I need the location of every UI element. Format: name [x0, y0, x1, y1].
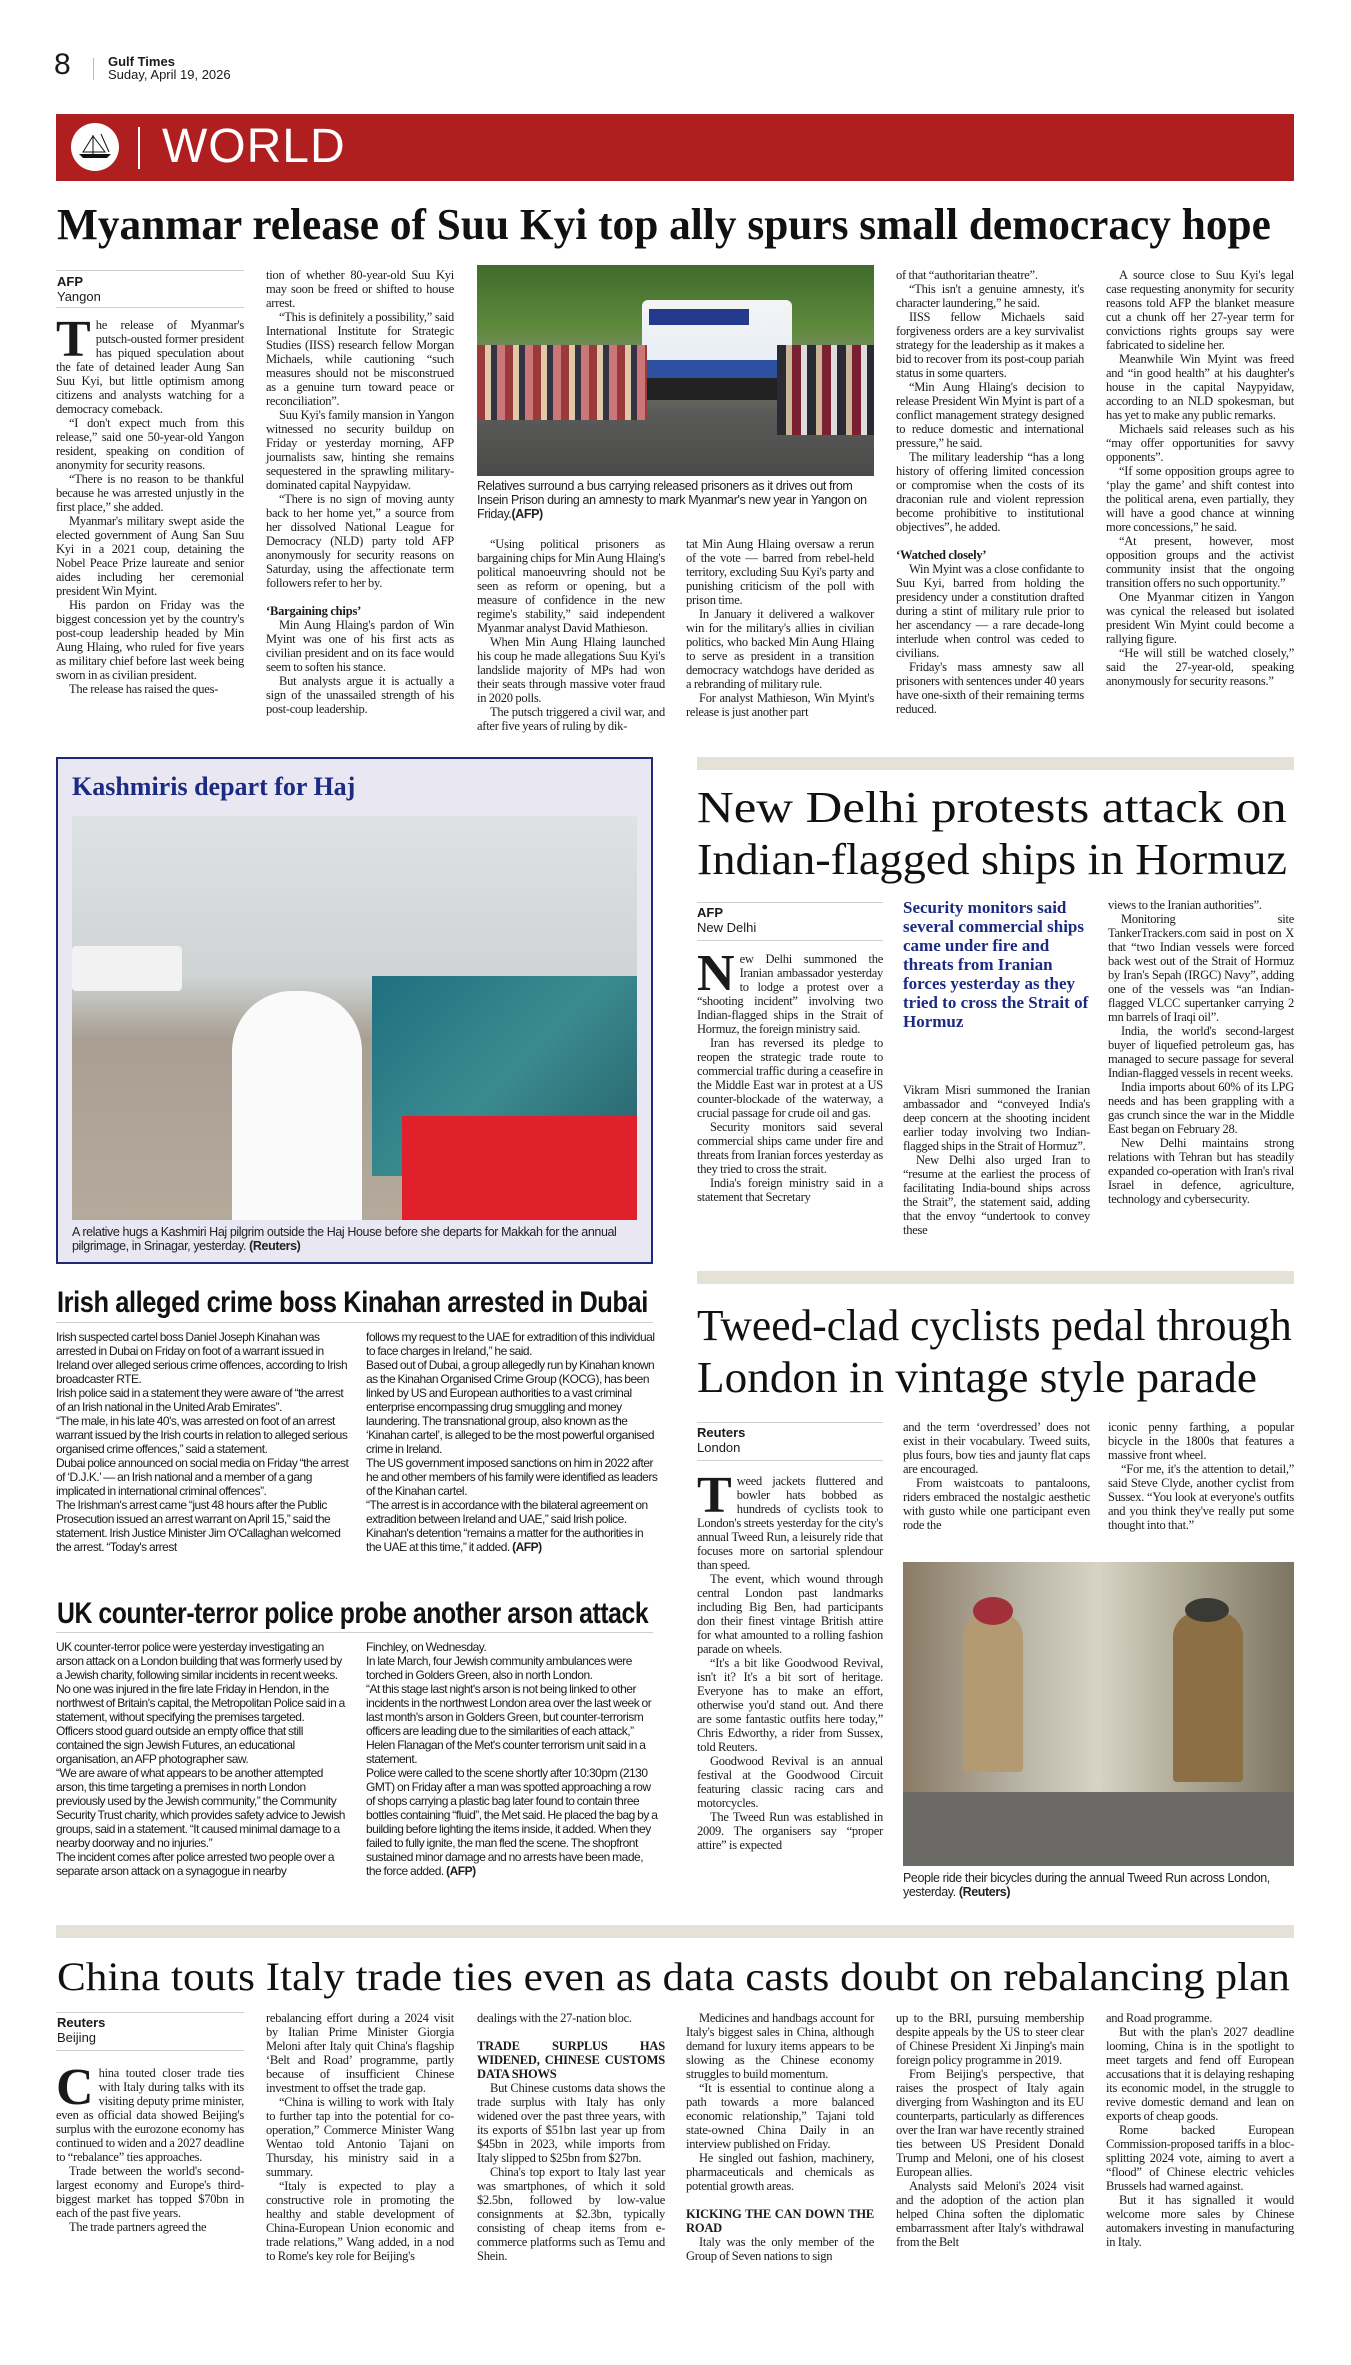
paragraph — [366, 1682, 660, 1766]
caption-text: Relatives surround a bus carrying released prisoners as it drives out from Insein Prison during an amnesty to mark Myanmar's new year in Yangon on Friday. — [477, 479, 867, 521]
photo-credit: (Reuters) — [249, 1239, 301, 1253]
byline — [57, 274, 101, 304]
paragraph — [896, 380, 1084, 450]
section-title: WORLD — [162, 120, 346, 173]
paragraph-text: “We are aware of what appears to be another attempted arson, this time targeting a premises in north London previously used by the Jewish community,” the Community Security Trust charity, which provides safety advice to Jewish groups, said in a statement. “It caused minimal damage to a nearby doorway and no injuries.” — [56, 1766, 345, 1850]
page-number: 8 — [54, 48, 71, 81]
paragraph-text: Friday's mass amnesty saw all prisoners with sentences under 40 years have one-sixth of their remaining terms reduced. — [896, 660, 1084, 716]
paragraph-text: Medicines and handbags account for Italy's biggest sales in China, although demand for luxury items appears to be slowing as the Chinese economy struggles to build momentum. — [686, 2011, 874, 2081]
photo-credit: (AFP) — [511, 507, 543, 521]
paragraph-text: Iran has reversed its pledge to reopen the strategic trade route to commercial traffic during a ceasefire in the Middle East war in protest at a US counter-blockade of the waterway, a crucial passage for crude oil and gas. — [697, 1036, 883, 1120]
paragraph-text: The trade partners agreed the — [69, 2220, 207, 2234]
drop-cap: N — [697, 945, 735, 1002]
paragraph-text: Monitoring site TankerTrackers.com said in post on X that “two Indian vessels were forced back west out of the Strait of Hormuz by Iran's Sepah (IRGC) Navy”, adding one of the vessels was “an Indian-flagged VLCC supertanker carrying 2 mn barrels of Iraqi oil”. — [1108, 912, 1294, 1024]
paragraph — [56, 1766, 350, 1850]
paragraph — [1108, 1024, 1294, 1080]
article-column — [366, 1640, 660, 1878]
article-credit: (AFP) — [512, 1540, 542, 1554]
paragraph-text: India's foreign ministry said in a statement that Secretary — [697, 1176, 883, 1204]
paragraph — [896, 2179, 1084, 2249]
paragraph — [903, 1420, 1090, 1476]
paragraph — [1106, 464, 1294, 534]
headline: Irish alleged crime boss Kinahan arrested in Dubai — [57, 1286, 648, 1319]
paragraph — [1106, 2011, 1294, 2025]
paragraph — [56, 1414, 350, 1456]
paragraph — [366, 1766, 660, 1878]
dhow-logo-icon — [71, 123, 119, 171]
headline-line: New Delhi protests attack on — [697, 783, 1287, 832]
paragraph — [477, 2011, 665, 2025]
paragraph-text: The incident comes after police arrested two people over a separate arson attack on a synagogue in nearby — [56, 1850, 335, 1878]
paragraph — [686, 2235, 874, 2263]
paragraph — [56, 1386, 350, 1414]
paragraph-text: Dubai police announced on social media on Friday “the arrest of ‘D.J.K.’ — an Irish national and a member of a gang implicated in international criminal offences”. — [56, 1456, 349, 1498]
caption-text: People ride their bicycles during the annual Tweed Run across London, yesterday. — [903, 1871, 1270, 1899]
paragraph — [56, 2220, 244, 2234]
paragraph — [1106, 646, 1294, 688]
byline-location: London — [697, 1440, 741, 1455]
article-column — [477, 537, 665, 733]
paragraph — [896, 268, 1084, 282]
paragraph — [1106, 2123, 1294, 2193]
paragraph-text: In January it delivered a walkover win for the military's allies in civilian politics, who backed Min Aung Hlaing to serve as president in a transition democracy watchdogs have derided as a rebranding of military rule. — [686, 607, 874, 691]
paragraph-text: China's top export to Italy last year was smartphones, of which it sold $2.5bn, followed by low-value consignments at $2.3bn, typically consisting of cheap items from e-commerce platforms such as Temu and Shein. — [477, 2165, 665, 2263]
paragraph — [686, 2011, 874, 2081]
paragraph — [686, 537, 874, 607]
paragraph-text: He singled out fashion, machinery, pharmaceuticals and chemicals as potential growth areas. — [686, 2151, 874, 2193]
paragraph — [1108, 1080, 1294, 1136]
article-credit: (AFP) — [446, 1864, 476, 1878]
paragraph — [1108, 912, 1294, 1024]
paragraph-text: Officers stood guard outside an empty office that still contained the sign Jewish Futures, an educational organisation, an AFP photographer saw. — [56, 1724, 303, 1766]
paragraph-text: The Tweed Run was established in 2009. The organisers say “proper attire” is expected — [697, 1810, 883, 1852]
paragraph-text: views to the Iranian authorities”. — [1108, 898, 1262, 912]
paragraph-text: dealings with the 27-nation bloc. — [477, 2011, 632, 2025]
paragraph — [366, 1654, 660, 1682]
paragraph — [1106, 534, 1294, 590]
article-column — [56, 311, 244, 696]
paragraph-text: Irish police said in a statement they were aware of “the arrest of an Irish national in the United Arab Emirates”. — [56, 1386, 344, 1414]
paragraph — [477, 2165, 665, 2263]
byline — [57, 2015, 105, 2045]
paragraph — [56, 1640, 350, 1682]
paragraph-text: Based out of Dubai, a group allegedly run by Kinahan known as the Kinahan Organised Crime Group (KOCG), has been linked by US and European authorities to a vast criminal enterprise encompassing drug smuggling and money laundering. The transnational group, also known as the ‘Kinahan cartel’, is alleged to be the most powerful organised crime in Ireland. — [366, 1358, 655, 1456]
paragraph — [1108, 898, 1294, 912]
paragraph-text: UK counter-terror police were yesterday investigating an arson attack on a London building that was formerly used by a Jewish charity, following similar incidents in recent weeks. — [56, 1640, 342, 1682]
issue-date: Suday, April 19, 2026 — [108, 67, 231, 82]
paragraph-text: TRADE SURPLUS HAS WIDENED, CHINESE CUSTOMS DATA SHOWS — [477, 2039, 665, 2081]
paragraph — [477, 2081, 665, 2165]
paragraph — [477, 635, 665, 705]
section-banner — [56, 114, 1294, 181]
article-column — [266, 268, 454, 716]
paragraph-text: From Beijing's perspective, that raises the prospect of Italy again diverging from Washington and its EU counterparts, particularly as differences over the Iran war have recently strained ties between US President Donald Trump and Meloni, one of his closest European allies. — [896, 2067, 1084, 2179]
paragraph-text: But Chinese customs data shows the trade surplus with Italy has only widened over the past three years, with its exports of $51bn last year up from $45bn in 2023, while imports from Italy slipped to $25bn from $27bn. — [477, 2081, 665, 2165]
paragraph-text: “If some opposition groups agree to ‘play the game’ and shift contest into the political arena, even partially, they will have a good chance at winning more concessions,” he said. — [1106, 464, 1294, 534]
paragraph-text: of that “authoritarian theatre”. — [896, 268, 1038, 282]
paragraph — [477, 537, 665, 635]
paragraph — [366, 1526, 660, 1554]
paragraph — [1108, 1462, 1294, 1532]
paragraph-text: weed jackets fluttered and bowler hats bobbed as hundreds of cyclists took to London's streets yesterday for the city's annual Tweed Run, a leisurely ride that focuses more on sartorial splendour than speed. — [697, 1474, 883, 1572]
paragraph — [266, 674, 454, 716]
paragraph — [1106, 2193, 1294, 2249]
paragraph — [266, 2095, 454, 2179]
paragraph-text: The release has raised the ques- — [69, 682, 219, 696]
paragraph-text: “He will still be watched closely,” said the 27-year-old, speaking anonymously for security reasons.” — [1106, 646, 1294, 688]
tweed-article — [697, 1300, 1299, 1404]
paragraph — [366, 1330, 660, 1358]
paragraph-text: The putsch triggered a civil war, and after five years of ruling by dik- — [477, 705, 665, 733]
paragraph — [56, 472, 244, 514]
paragraph — [1106, 422, 1294, 464]
paragraph — [56, 1456, 350, 1498]
paragraph-text: The Irishman's arrest came “just 48 hours after the Public Prosecution issued an arrest warrant on April 15,” said the statement. Irish Justice Minister Jim O'Callaghan welcomed the arrest. “Today's arrest — [56, 1498, 341, 1554]
delhi-article — [697, 782, 1287, 886]
paragraph-text: For analyst Mathieson, Win Myint's release is just another part — [686, 691, 874, 719]
paragraph-text: Min Aung Hlaing's pardon of Win Myint was one of his first acts as civilian president and on its face would seem to soften his stance. — [266, 618, 454, 674]
paragraph — [903, 1083, 1090, 1153]
paragraph-text: In late March, four Jewish community ambulances were torched in Golders Green, also in north London. — [366, 1654, 632, 1682]
paragraph-text: iconic penny farthing, a popular bicycle in the 1800s that features a massive front wheel. — [1108, 1420, 1294, 1462]
byline-source: Reuters — [697, 1425, 746, 1440]
paragraph-text: “It's a bit like Goodwood Revival, isn't it? It's a bit sort of heritage. Everyone has to make an effort, otherwise you'd stand out. And there are some fantastic outfits here today,” Chris Edworthy, a rider from Sussex, told Reuters. — [697, 1656, 883, 1754]
paragraph-text: New Delhi also urged Iran to “resume at the earliest the process of facilitating India-bound ships across the Strait”, the statement said, adding that the envoy “undertook to convey these — [903, 1153, 1090, 1237]
headline: Myanmar release of Suu Kyi top ally spurs small democracy hope — [57, 200, 1271, 249]
headline-line: Indian-flagged ships in Hormuz — [697, 835, 1287, 884]
byline-source: AFP — [57, 274, 83, 289]
paragraph — [896, 450, 1084, 534]
paragraph-text: His pardon on Friday was the biggest concession yet by the country's post-coup leadership headed by Min Aung Hlaing, who ruled for five years as military chief before last week being sworn in as civilian president. — [56, 598, 244, 682]
paragraph — [56, 1682, 350, 1724]
byline — [697, 905, 756, 935]
paragraph-text: No one was injured in the fire late Friday in Hendon, in the northwest of Britain's capital, the Metropolitan Police said in a statement, without specifying the premises targeted. — [56, 1682, 345, 1724]
paragraph-text: But analysts argue it is actually a sign of the unassailed strength of his post-coup leadership. — [266, 674, 454, 716]
box-title: Kashmiris depart for Haj — [72, 772, 356, 801]
article-column — [1106, 2011, 1294, 2249]
article-column — [686, 537, 874, 719]
paragraph — [697, 1810, 883, 1852]
paragraph-text: But it has signalled it would welcome more sales by Chinese automakers investing in manufacturing in Italy. — [1106, 2193, 1294, 2249]
paragraph-text: Goodwood Revival is an annual festival at the Goodwood Circuit featuring classic racing cars and motorcycles. — [697, 1754, 883, 1810]
paragraph-text: “Using political prisoners as bargaining chips for Min Aung Hlaing's political manoeuvring should not be seen as reform or opening, but a measure of confidence in the new regime's stability,” said independent Myanmar analyst David Mathieson. — [477, 537, 665, 635]
caption-text: A relative hugs a Kashmiri Haj pilgrim outside the Haj House before she departs for Makkah for the annual pilgrimage, in Srinagar, yesterday. — [72, 1225, 617, 1253]
drop-cap: T — [697, 1467, 732, 1524]
paragraph — [1106, 2025, 1294, 2123]
paragraph-text: “The male, in his late 40's, was arrested on foot of an arrest warrant issued by the Irish courts in relation to alleged serious organised crime offences,” said a statement. — [56, 1414, 348, 1456]
paragraph — [266, 2011, 454, 2095]
paragraph — [896, 2011, 1084, 2067]
subheading — [266, 604, 454, 618]
article-column — [1108, 1420, 1294, 1532]
paragraph — [477, 705, 665, 733]
article-column — [896, 2011, 1084, 2249]
paragraph — [896, 282, 1084, 310]
paragraph-text: “At this stage last night's arson is not being linked to other incidents in the northwest London area over the last week or last month's arson in Golders Green, but counter-terrorism officers are leading due to the similarities of each attack,” Helen Flanagan of the Met's counter terrorism unit said in a statement. — [366, 1682, 652, 1766]
paragraph-text: “This is definitely a possibility,” said International Institute for Strategic Studies (IISS) research fellow Morgan Michaels, while cautioning “such measures should not be misconstrued as a genuine turn toward peace or reconciliation”. — [266, 310, 454, 408]
paragraph — [896, 562, 1084, 660]
paragraph — [266, 492, 454, 590]
headline-line: London in vintage style parade — [697, 1353, 1257, 1402]
paragraph-text: ‘Bargaining chips’ — [266, 604, 362, 618]
byline-location: Yangon — [57, 289, 101, 304]
paragraph — [686, 2081, 874, 2151]
paragraph — [56, 311, 244, 416]
paragraph — [56, 416, 244, 472]
paragraph-text: India imports about 60% of its LPG needs and has been grappling with a gas crunch since the war in the Middle East began on February 28. — [1108, 1080, 1294, 1136]
paragraph-text: “I don't expect much from this release,” said one 50-year-old Yangon resident, speaking on condition of anonymity for security reasons. — [56, 416, 244, 472]
bus-prisoners-photo — [477, 265, 874, 476]
paragraph — [1108, 1420, 1294, 1462]
subheading — [686, 2207, 874, 2235]
uk-article — [57, 1596, 773, 1632]
paragraph-text: Win Myint was a close confidante to Suu Kyi, barred from holding the presidency under a constitution drafted during a stint of military rule prior to her ascendancy — a rare decade-long interlude when control was ceded to civilians. — [896, 562, 1084, 660]
paragraph — [56, 2059, 244, 2164]
paragraph-text: and the term ‘overdressed’ does not exist in their vocabulary. Tweed suits, plus fours, bow ties and jaunty flat caps are encouraged. — [903, 1420, 1090, 1476]
paragraph-text: Vikram Misri summoned the Iranian ambassador and “conveyed India's deep concern at the shooting incident earlier today involving two Indian-flagged ships in the Strait of Hormuz”. — [903, 1083, 1090, 1153]
paragraph-text: Irish suspected cartel boss Daniel Joseph Kinahan was arrested in Dubai on Friday on foot of a warrant issued in Ireland over alleged serious crime offences, according to Irish broadcaster RTE. — [56, 1330, 348, 1386]
paragraph — [697, 945, 883, 1036]
paragraph-text: Analysts said Meloni's 2024 visit and the adoption of the action plan helped China soften the diplomatic embarrassment after Italy's withdrawal from the Belt — [896, 2179, 1084, 2249]
paragraph-text: “There is no reason to be thankful because he was arrested unjustly in the first place,” she added. — [56, 472, 244, 514]
photo-credit: (Reuters) — [958, 1885, 1011, 1899]
paragraph-text: and Road programme. — [1106, 2011, 1213, 2025]
paragraph-text: The military leadership “has a long history of offering limited concession or compromise when the costs of its draconian rule and violent repression become prohibitive to institutional objectives”, he added. — [896, 450, 1084, 534]
paragraph-text: Myanmar's military swept aside the elected government of Aung San Suu Kyi in a 2021 coup, detaining the Nobel Peace Prize laureate and senior aides including her ceremonial president Win Myint. — [56, 514, 244, 598]
paragraph — [1106, 352, 1294, 422]
article-column — [56, 1640, 350, 1878]
paragraph — [697, 1176, 883, 1204]
paragraph — [697, 1754, 883, 1810]
paragraph — [56, 1330, 350, 1386]
china-article — [57, 1954, 1290, 2000]
paragraph — [896, 660, 1084, 716]
paragraph — [366, 1640, 660, 1654]
paragraph — [266, 408, 454, 492]
paragraph-text: follows my request to the UAE for extradition of this individual to face charges in Ireland,” he said. — [366, 1330, 655, 1358]
paragraph — [697, 1656, 883, 1754]
paragraph-text: hina touted closer trade ties with Italy during talks with its visiting deputy prime minister, even as official data showed Beijing's surplus with the eurozone economy has continued to widen and a 2027 deadline to “rebalance” ties approaches. — [56, 2066, 244, 2164]
paragraph-text: “For me, it's the attention to detail,” said Steve Clyde, another cyclist from Sussex. “You look at everyone's outfits and you think they've really put some thought into that.” — [1108, 1462, 1294, 1532]
article-column — [903, 1420, 1090, 1532]
paragraph-text: tat Min Aung Hlaing oversaw a rerun of the vote — barred from rebel-held territory, excluding Suu Kyi's party and punishing criticism of the poll with prison time. — [686, 537, 874, 607]
divider — [93, 58, 94, 80]
article-column — [896, 268, 1084, 716]
paragraph — [686, 607, 874, 691]
article-column — [266, 2011, 454, 2263]
paragraph-text: “It is essential to continue along a path towards a more balanced economic relationship,” Tajani told state-owned China Daily in an interview published on Friday. — [686, 2081, 874, 2151]
paragraph — [266, 310, 454, 408]
paragraph — [56, 598, 244, 682]
paragraph-text: “The arrest is in accordance with the bilateral agreement on extradition between Ireland and UAE,” said Irish police. — [366, 1498, 648, 1526]
paragraph-text: Italy was the only member of the Group of Seven nations to sign — [686, 2235, 874, 2263]
myanmar-article — [57, 202, 1290, 248]
paragraph — [366, 1456, 660, 1498]
section-bar — [697, 1271, 1294, 1284]
paragraph — [697, 1467, 883, 1572]
paragraph — [1106, 590, 1294, 646]
irish-article — [57, 1285, 754, 1321]
paragraph-text: KICKING THE CAN DOWN THE ROAD — [686, 2207, 874, 2235]
paragraph — [686, 2151, 874, 2193]
paragraph-text: But with the plan's 2027 deadline looming, China is in the spotlight to meet targets and fend off European accusations that it is delaying reshaping its economic model, in the struggle to revive domestic demand and lean on exports of cheap goods. — [1106, 2025, 1294, 2123]
paragraph — [697, 1036, 883, 1120]
photo-caption — [903, 1871, 1294, 1899]
article-column — [686, 2011, 874, 2263]
photo-caption — [477, 479, 874, 521]
paragraph-text: “China is willing to work with Italy to further tap into the potential for co-operation,” Commerce Minister Wang Wentao told Antonio Tajani on Thursday, his ministry said in a summary. — [266, 2095, 454, 2179]
pull-quote: Security monitors said several commercial ships came under fire and threats from Iranian forces yesterday as they tried to cross the Strait of Hormuz — [903, 898, 1089, 1031]
article-column — [697, 1467, 883, 1852]
paragraph-text: Police were called to the scene shortly after 10:30pm (2130 GMT) on Friday after a man was spotted approaching a row of shops carrying a plastic bag later found to contain three bottles containing “fluid”, the Met said. He placed the bag by a building before lighting the items inside, it added. When they failed to fully ignite, the man fled the scene. The shopfront sustained minor damage and no arrests have been made, the force added. — [366, 1766, 658, 1878]
article-column — [56, 2059, 244, 2234]
paragraph-text: Suu Kyi's family mansion in Yangon witnessed no security buildup on Friday or yesterday morning, AFP journalists saw, hinting she remains sequestered in the sprawling military-dominated capital Naypyidaw. — [266, 408, 454, 492]
paragraph-text: Trade between the world's second-largest economy and Europe's third-biggest market has topped $70bn in each of the past five years. — [56, 2164, 244, 2220]
paragraph — [56, 1498, 350, 1554]
headline: UK counter-terror police probe another arson attack — [57, 1597, 649, 1630]
paragraph-text: New Delhi maintains strong relations with Tehran but has steadily expanded co-operation with Iran's rival Israel in defence, agriculture, technology and cybersecurity. — [1108, 1136, 1294, 1206]
paragraph — [697, 1572, 883, 1656]
byline-source: AFP — [697, 905, 723, 920]
paragraph — [56, 514, 244, 598]
paragraph-text: he release of Myanmar's putsch-ousted former president has piqued speculation about the fate of detained leader Aung San Suu Kyi, but little optimism among citizens and analysts watching for a democracy comeback. — [56, 318, 244, 416]
paragraph-text: From waistcoats to pantaloons, riders embraced the nostalgic aesthetic with gusto while one participant even rode the — [903, 1476, 1090, 1532]
paragraph-text: ew Delhi summoned the Iranian ambassador yesterday to lodge a protest over a “shooting incident” involving two Indian-flagged ships in the Strait of Hormuz, the foreign ministry said. — [697, 952, 883, 1036]
banner-divider — [138, 127, 140, 169]
paragraph-text: One Myanmar citizen in Yangon was cynical the released but isolated president Win Myint could become a rallying figure. — [1106, 590, 1294, 646]
headline: China touts Italy trade ties even as data casts doubt on rebalancing plan — [57, 1954, 1290, 1999]
byline-location: Beijing — [57, 2030, 97, 2045]
article-column — [366, 1330, 660, 1554]
article-column — [56, 1330, 350, 1554]
paragraph — [56, 1724, 350, 1766]
paragraph — [697, 1120, 883, 1176]
paragraph-text: up to the BRI, pursuing membership despite appeals by the US to steer clear of Chinese President Xi Jinping's main foreign policy programme in 2019. — [896, 2011, 1084, 2067]
kashmir-photo-box — [56, 757, 653, 1264]
article-column — [1108, 898, 1294, 1206]
subheading — [896, 548, 1084, 562]
paragraph-text: “Italy is expected to play a constructive role in promoting the healthy and stable development of China-European Union economic and trade relations,” Wang added, in a nod to Rome's key role for Beijing's — [266, 2179, 454, 2263]
paragraph — [896, 310, 1084, 380]
paragraph — [266, 2179, 454, 2263]
article-column — [697, 945, 883, 1204]
paragraph-text: rebalancing effort during a 2024 visit by Italian Prime Minister Giorgia Meloni after Italy quit China's flagship ‘Belt and Road’ programme, partly because of insufficient Chinese investment to offset the trade gap. — [266, 2011, 454, 2095]
photo-caption — [72, 1225, 637, 1253]
paragraph — [366, 1358, 660, 1456]
paragraph-text: ‘Watched closely’ — [896, 548, 987, 562]
paragraph-text: Kinahan's detention “remains a matter for the authorities in the UAE at this time,” it added. — [366, 1526, 644, 1554]
haj-pilgrim-photo — [72, 816, 637, 1220]
paragraph-text: Finchley, on Wednesday. — [366, 1640, 487, 1654]
paragraph — [1106, 268, 1294, 352]
byline-source: Reuters — [57, 2015, 106, 2030]
tweed-run-photo — [903, 1562, 1294, 1866]
byline — [697, 1425, 745, 1455]
paragraph — [266, 618, 454, 674]
paragraph-text: India, the world's second-largest buyer of liquefied petroleum gas, has managed to secure passage for several Indian-flagged vessels in recent weeks. — [1108, 1024, 1294, 1080]
article-column — [1106, 268, 1294, 688]
paper-name: Gulf Times — [108, 54, 175, 69]
paragraph-text: “At present, however, most opposition groups and the activist community insist that the ongoing transition offers no such opportunity.” — [1106, 534, 1294, 590]
paragraph — [896, 2067, 1084, 2179]
paragraph — [903, 1153, 1090, 1237]
paragraph — [366, 1498, 660, 1526]
paragraph — [56, 2164, 244, 2220]
paragraph — [56, 1850, 350, 1878]
paragraph-text: Rome backed European Commission-proposed tariffs in a bloc-splitting 2024 vote, aiming to avert a “flood” of Chinese electric vehicles Brussels had warned against. — [1106, 2123, 1294, 2193]
paragraph-text: Security monitors said several commercial ships came under fire and threats from Iranian forces yesterday as they tried to cross the strait. — [697, 1120, 883, 1176]
section-bar — [56, 1925, 1294, 1938]
subheading — [477, 2039, 665, 2081]
paragraph-text: A source close to Suu Kyi's legal case requesting anonymity for security reasons told AFP the blanket measure cut a chunk off her 27-year term for convictions rights groups say were fabricated to sideline her. — [1106, 268, 1294, 352]
paragraph-text: Meanwhile Win Myint was freed and “in good health” at his daughter's house in the capital Naypyidaw, according to an NLD spokesman, but has yet to make any public remarks. — [1106, 352, 1294, 422]
paragraph-text: The event, which wound through central London past landmarks including Big Ben, had participants don their finest vintage British attire for what amounted to a rolling fashion parade on wheels. — [697, 1572, 883, 1656]
paragraph — [686, 691, 874, 719]
drop-cap: T — [56, 311, 91, 368]
drop-cap: C — [56, 2059, 94, 2116]
paragraph — [1108, 1136, 1294, 1206]
paragraph-text: IISS fellow Michaels said forgiveness orders are a key survivalist strategy for the leadership as it makes a bid to recover from its post-coup pariah status in some quarters. — [896, 310, 1084, 380]
paragraph — [56, 682, 244, 696]
paragraph-text: tion of whether 80-year-old Suu Kyi may soon be freed or shifted to house arrest. — [266, 268, 454, 310]
paragraph-text: Michaels said releases such as his “may offer opportunities for savvy opponents”. — [1106, 422, 1294, 464]
article-column — [477, 2011, 665, 2263]
article-column — [903, 1083, 1090, 1237]
paragraph — [266, 268, 454, 310]
section-bar — [697, 757, 1294, 770]
byline-location: New Delhi — [697, 920, 757, 935]
paragraph-text: When Min Aung Hlaing launched his coup he made allegations Suu Kyi's landslide majority of MPs had won their seats through massive voter fraud in 2020 polls. — [477, 635, 665, 705]
paragraph-text: The US government imposed sanctions on him in 2022 after he and other members of his family were identified as leaders of the Kinahan cartel. — [366, 1456, 658, 1498]
paragraph-text: “Min Aung Hlaing's decision to release President Win Myint is part of a conflict management strategy designed to reduce domestic and international pressure,” he said. — [896, 380, 1084, 450]
headline-line: Tweed-clad cyclists pedal through — [697, 1301, 1292, 1350]
paragraph-text: “There is no sign of moving aunty back to her home yet,” a source from her dissolved National League for Democracy (NLD) party told AFP anonymously for security reasons on Saturday, using the affectionate term followers refer to her by. — [266, 492, 454, 590]
paragraph-text: “This isn't a genuine amnesty, it's character laundering,” he said. — [896, 282, 1084, 310]
paragraph — [903, 1476, 1090, 1532]
